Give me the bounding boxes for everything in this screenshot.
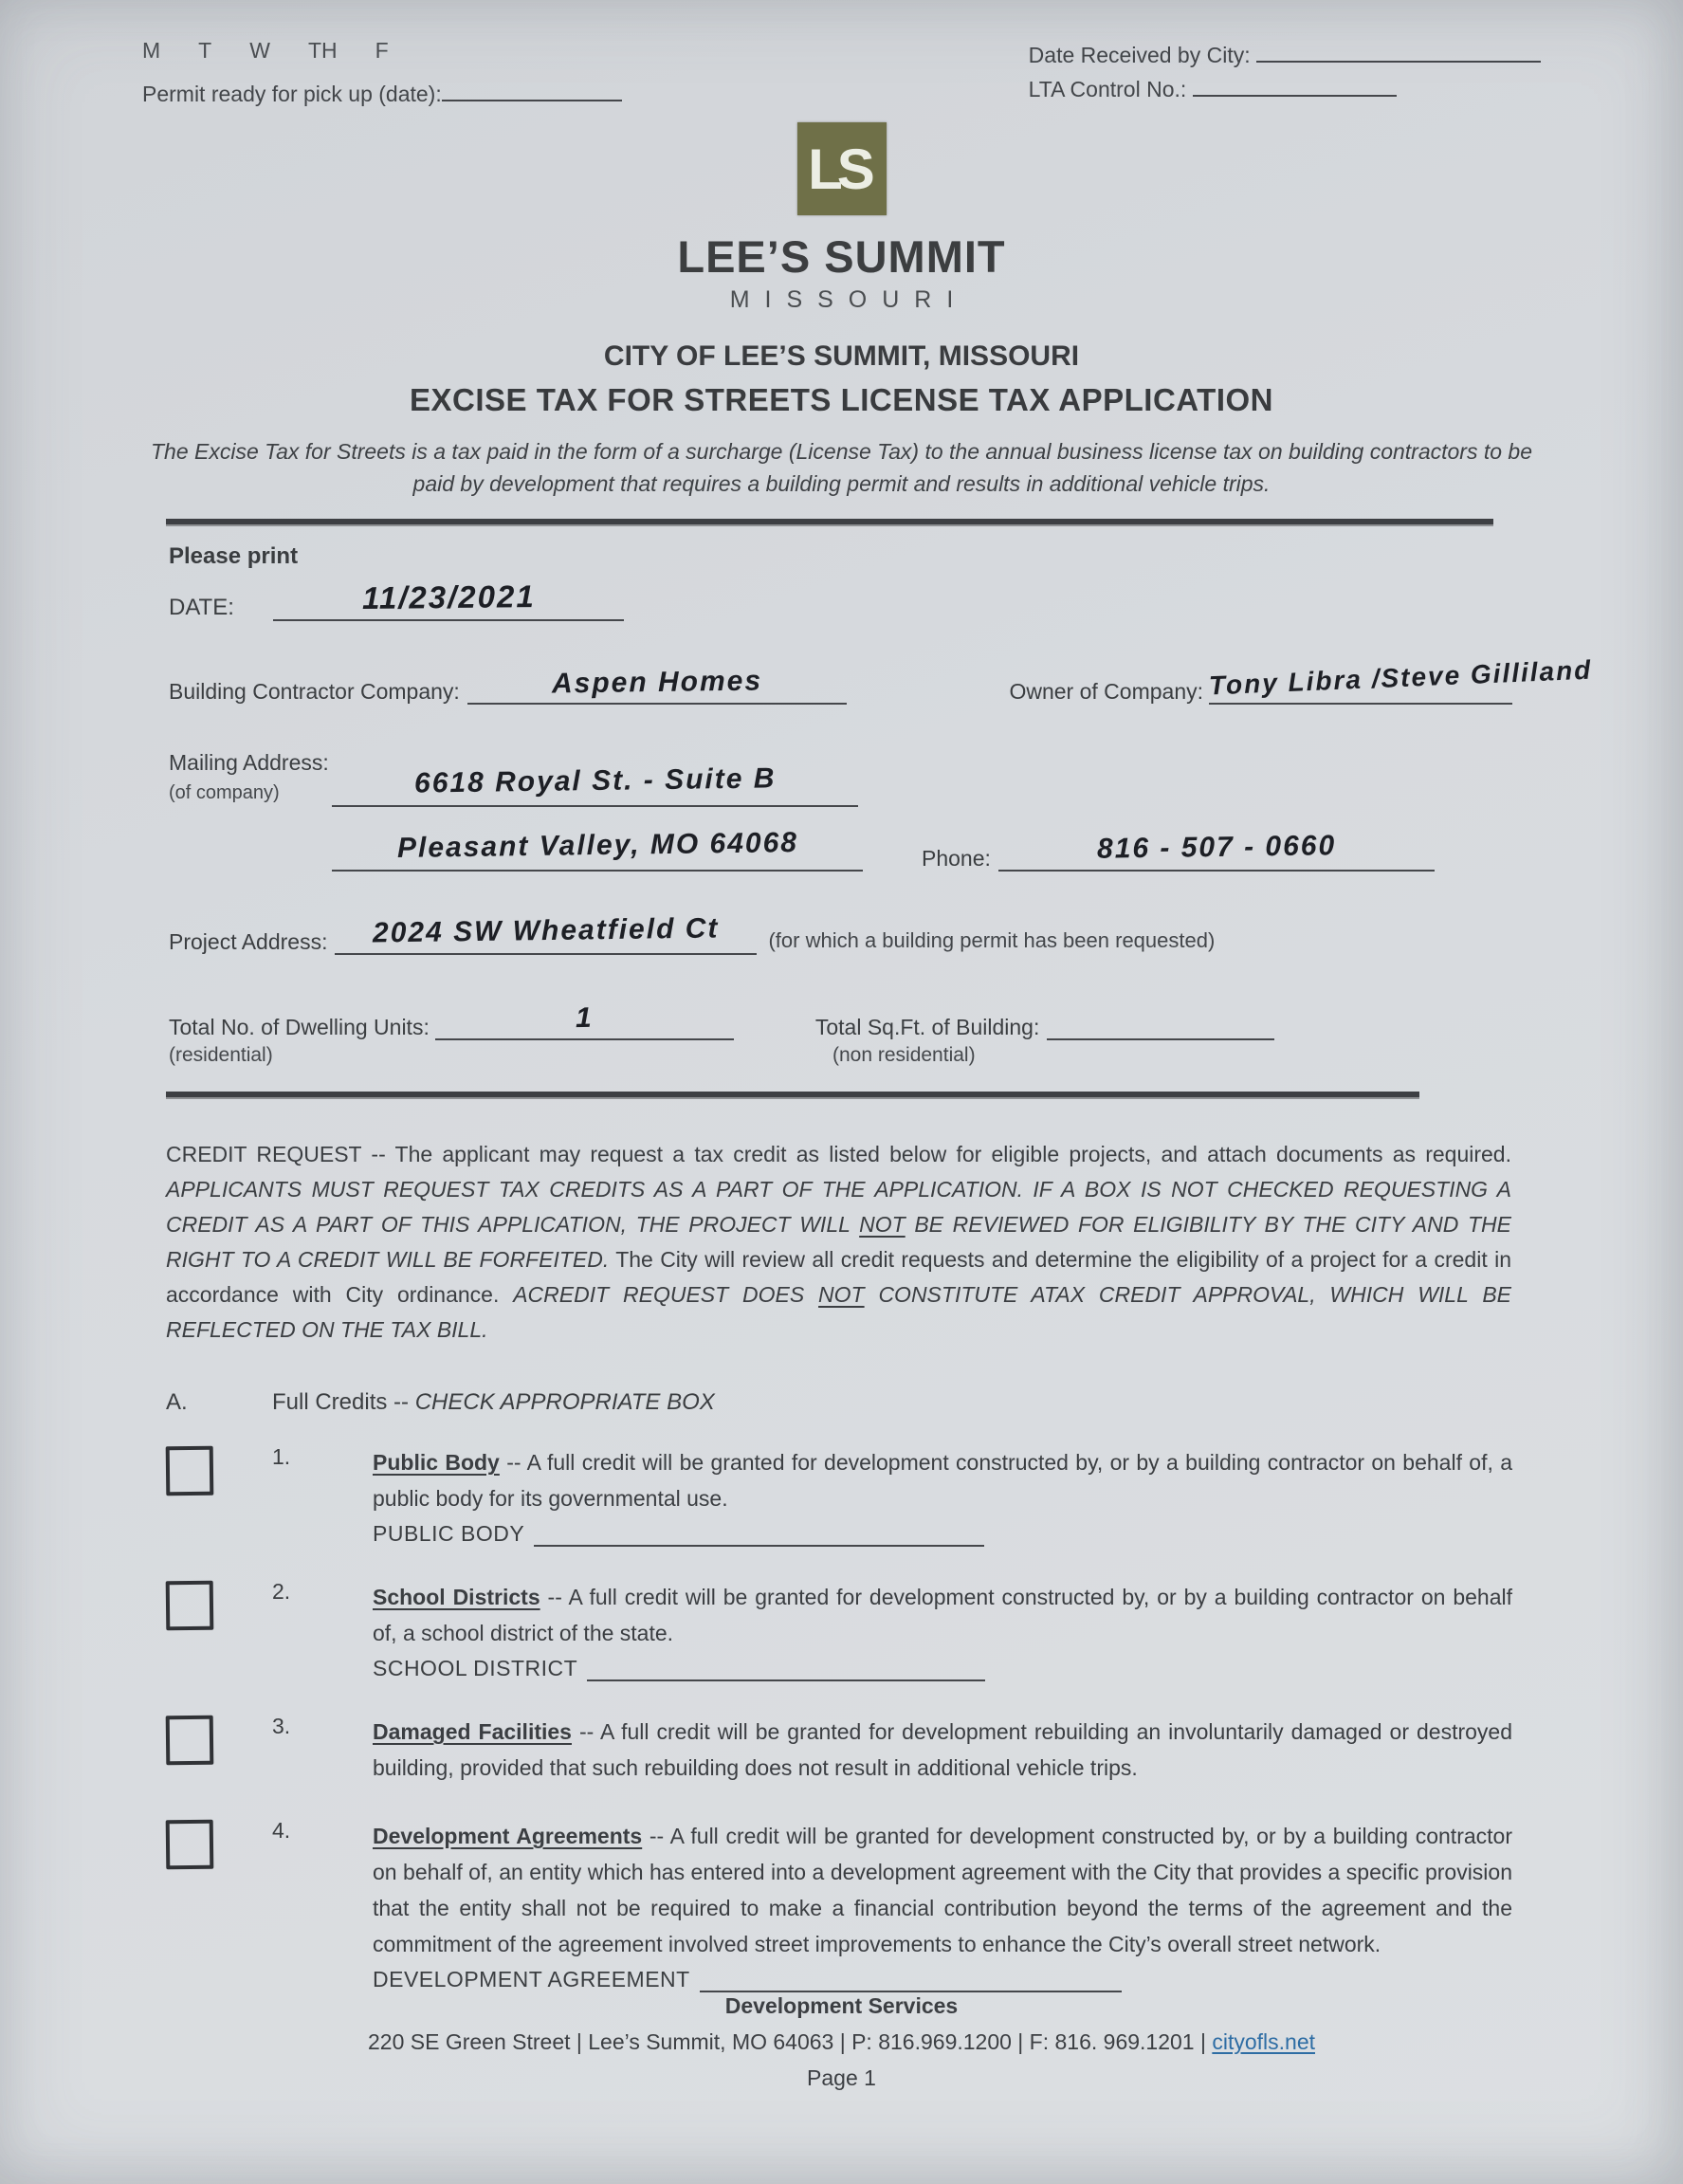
credit-request-paragraph: CREDIT REQUEST -- The applicant may request a tax credit as listed below for eligible projects, and attach documents as required. APPLICANTS MUST REQUEST TAX CREDITS AS A PART OF THE APPLICATION. IF A BOX IS NOT CHECKED REQUESTING A CREDIT AS A PART OF THIS APPLICATION, THE PROJECT WILL NOT BE REVIEWED FOR ELIGIBILITY BY THE CITY AND THE RIGHT TO A CREDIT WILL BE FORFEITED. The City will review all credit requests and determine the eligibility of a project for a credit in accordance with City ordinance. ACREDIT REQUEST DOES NOT CONSTITUTE ATAX CREDIT APPROVAL, WHICH WILL BE REFLECTED ON THE TAX BILL.: [166, 1142, 1512, 1342]
school-district-fill-line[interactable]: [587, 1655, 985, 1681]
mailing-label-column: [169, 748, 332, 807]
header-right: [1029, 38, 1541, 107]
item-3-body: -- A full credit will be granted for development rebuilding an involuntarily damaged or destroyed building, provided that such rebuilding does not result in additional vehicle trips.: [373, 1719, 1513, 1780]
development-agreement-fill-label: DEVELOPMENT AGREEMENT: [373, 1967, 690, 1991]
mailing-address-label: Mailing Address:: [169, 750, 329, 775]
permit-pickup-fill-line[interactable]: [442, 77, 622, 101]
weekday-friday: F: [375, 38, 389, 63]
project-address-label: Project Address:: [169, 929, 328, 954]
item-3-number: 3.: [272, 1714, 291, 1738]
page-header: [0, 0, 1683, 107]
phone-fill-line[interactable]: [998, 830, 1435, 872]
mailing-fill-line-1[interactable]: [332, 762, 858, 807]
item-2-heading: School Districts: [373, 1585, 540, 1609]
school-districts-checkbox[interactable]: [166, 1581, 214, 1631]
project-address-row: [169, 912, 1512, 955]
section-a-letter: A.: [166, 1389, 188, 1415]
phone-handwritten-value: 816 - 507 - 0660: [1096, 830, 1337, 865]
residential-sublabel: (residential): [169, 1044, 273, 1066]
mailing-fill-line-2[interactable]: [332, 827, 863, 872]
weekday-tuesday: T: [198, 38, 212, 63]
item-3-heading: Damaged Facilities: [373, 1719, 572, 1744]
sqft-label: Total Sq.Ft. of Building:: [814, 1015, 1040, 1039]
mailing-row-1: [169, 748, 1512, 807]
item-4-number: 4.: [272, 1818, 291, 1843]
application-form-section: [169, 543, 1593, 1067]
public-body-fill-label: PUBLIC BODY: [373, 1521, 525, 1546]
item-2-number: 2.: [272, 1579, 291, 1604]
footer-address-line: [0, 2024, 1683, 2060]
section-a-heading: [166, 1389, 1512, 1416]
owner-group: [1009, 654, 1593, 705]
header-left: [142, 38, 622, 107]
item-4-body: -- A full credit will be granted for development constructed by, or by a building contractor on behalf of, an entity which has entered into a development agreement with the City that provides a specific provision that the entity shall not be required to make a financial contribution beyond the terms of the agreement and the commitment of the agreement involved street improvements to enhance the City’s overall street network.: [373, 1824, 1512, 1956]
logo-state-name: MISSOURI: [729, 286, 969, 313]
sqft-group: [815, 1010, 1275, 1040]
date-fill-line[interactable]: [273, 578, 624, 621]
owner-label: Owner of Company:: [1009, 679, 1203, 704]
ls-monogram-text: LS: [808, 137, 869, 201]
owner-handwritten-value: Tony Libra /Steve Gilliland: [1208, 654, 1593, 701]
development-agreements-checkbox[interactable]: [166, 1820, 214, 1870]
item-3-text: [373, 1714, 1512, 1786]
date-received-label: Date Received by City:: [1028, 43, 1251, 67]
credit-item-development-agreements: [166, 1818, 1512, 1992]
city-logo: [0, 122, 1683, 314]
please-print-label: Please print: [169, 543, 299, 569]
date-received-row: [1029, 38, 1541, 72]
item-1-body: -- A full credit will be granted for development constructed by, or by a building contractor on behalf of, a public body for its governmental use.: [373, 1450, 1512, 1511]
phone-group: [922, 830, 1435, 872]
weekday-wednesday: W: [249, 38, 270, 63]
public-body-fill-row: [373, 1520, 1512, 1547]
public-body-checkbox[interactable]: [166, 1446, 214, 1496]
document-title-line1: CITY OF LEE’S SUMMIT, MISSOURI: [603, 340, 1080, 372]
mailing-address-block: [169, 748, 1512, 872]
item-1-number: 1.: [272, 1444, 291, 1469]
damaged-facilities-checkbox[interactable]: [166, 1716, 214, 1766]
footer-page-number: Page 1: [807, 2065, 876, 2090]
separator-rule-middle: [166, 1092, 1419, 1099]
date-received-fill-line[interactable]: [1256, 40, 1541, 63]
intro-paragraph: The Excise Tax for Streets is a tax paid in the form of a surcharge (License Tax) to the annual business license tax on building contractors to be paid by development that requires a building permit and results in additional vehicle trips.: [150, 439, 1533, 496]
item-4-text: [373, 1818, 1512, 1962]
footer-department: Development Services: [724, 1993, 959, 2018]
mailing-handwritten-line1: 6618 Royal St. - Suite B: [413, 762, 777, 799]
school-district-fill-row: [373, 1655, 1512, 1681]
section-a-instruction: CHECK APPROPRIATE BOX: [414, 1389, 715, 1415]
dwelling-units-fill-line[interactable]: [435, 1001, 734, 1040]
date-handwritten-value: 11/23/2021: [361, 578, 536, 615]
item-1-heading: Public Body: [373, 1450, 500, 1475]
sqft-fill-line[interactable]: [1047, 1010, 1274, 1040]
contractor-label: Building Contractor Company:: [169, 679, 460, 704]
logo-city-name: LEE’S SUMMIT: [677, 231, 1006, 282]
project-address-handwritten-value: 2024 SW Wheatfield Ct: [373, 912, 720, 949]
school-district-fill-label: SCHOOL DISTRICT: [373, 1656, 578, 1680]
dwelling-units-label: Total No. of Dwelling Units:: [169, 1015, 430, 1039]
dwelling-units-handwritten-value: 1: [575, 1001, 594, 1035]
owner-fill-line[interactable]: [1208, 654, 1593, 705]
lta-control-label: LTA Control No.:: [1028, 77, 1187, 101]
weekday-row: [142, 38, 622, 64]
footer-address-text: 220 SE Green Street | Lee’s Summit, MO 64063 | P: 816.969.1200 | F: 816. 969.1201 |: [367, 2029, 1213, 2054]
phone-label: Phone:: [922, 846, 991, 871]
mailing-handwritten-line2: Pleasant Valley, MO 64068: [396, 827, 798, 864]
ls-monogram-icon: [797, 122, 887, 215]
document-title-line2: EXCISE TAX FOR STREETS LICENSE TAX APPLICATION: [409, 382, 1274, 417]
contractor-handwritten-value: Aspen Homes: [551, 665, 763, 700]
item-1-text: [373, 1444, 1512, 1516]
public-body-fill-line[interactable]: [534, 1520, 984, 1547]
page-footer: [0, 1988, 1683, 2096]
project-address-note: (for which a building permit has been requested): [768, 928, 1216, 952]
item-2-text: [373, 1579, 1512, 1651]
project-address-fill-line[interactable]: [335, 912, 757, 955]
mailing-row-2: [169, 827, 1512, 872]
credit-item-public-body: [166, 1444, 1512, 1547]
weekday-monday: M: [142, 38, 161, 63]
lta-control-row: [1029, 72, 1541, 106]
weekday-thursday: TH: [307, 38, 338, 63]
non-residential-sublabel: (non residential): [832, 1044, 976, 1066]
mailing-sublabel: (of company): [169, 782, 280, 803]
item-2-body: -- A full credit will be granted for development constructed by, or by a building contractor on behalf of, a school district of the state.: [373, 1585, 1512, 1645]
permit-pickup-row: [142, 77, 622, 107]
date-row: [169, 578, 1512, 621]
credit-item-school-districts: [166, 1579, 1512, 1681]
lta-control-fill-line[interactable]: [1193, 74, 1397, 97]
credit-item-damaged-facilities: [166, 1714, 1512, 1786]
section-a-label: Full Credits: [272, 1389, 388, 1415]
contractor-fill-line[interactable]: [467, 665, 847, 705]
section-a-dash: --: [387, 1389, 415, 1415]
permit-pickup-label: Permit ready for pick up (date):: [142, 82, 442, 106]
item-4-heading: Development Agreements: [373, 1824, 643, 1848]
units-sublabels-row: [169, 1044, 1512, 1067]
date-label: DATE:: [169, 595, 234, 620]
contractor-row: [169, 654, 1593, 705]
section-a-title: [272, 1389, 1512, 1416]
dwelling-units-row: [169, 1001, 1512, 1040]
separator-rule-top: [166, 519, 1493, 526]
footer-website-link[interactable]: cityofls.net: [1212, 2029, 1315, 2054]
